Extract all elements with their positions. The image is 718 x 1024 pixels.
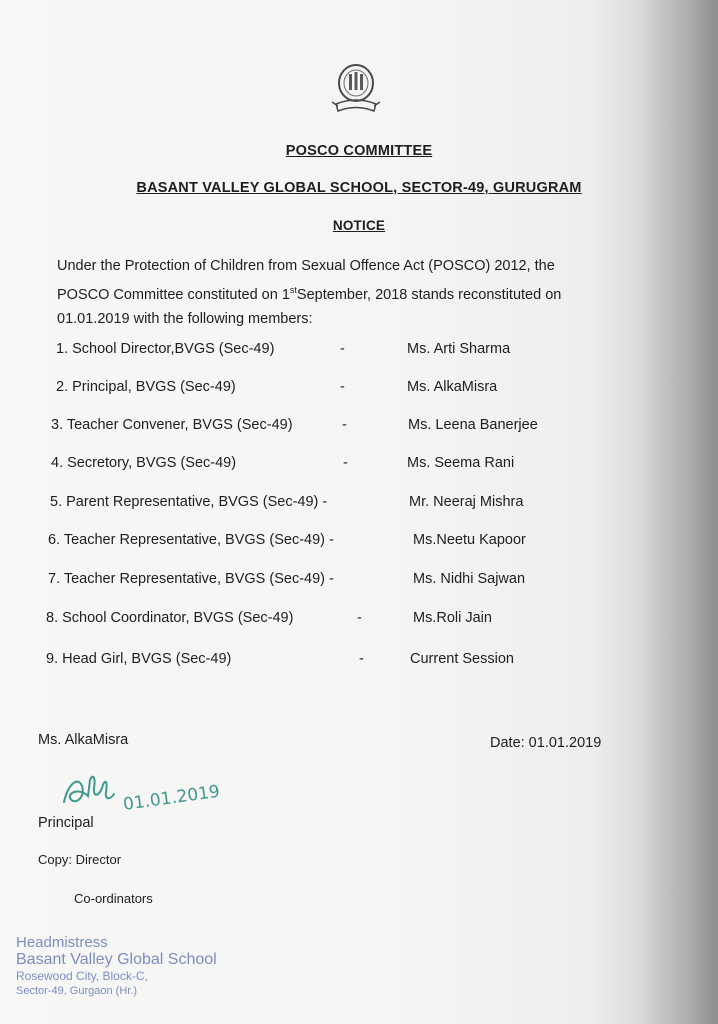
- official-stamp: [16, 934, 217, 998]
- member-role: 6. Teacher Representative, BVGS (Sec-49) -: [48, 532, 334, 548]
- intro-line-3: 01.01.2019 with the following members:: [57, 310, 313, 327]
- stamp-line-2: Basant Valley Global School: [16, 951, 217, 968]
- member-row: [0, 651, 718, 671]
- intro-paragraph: [57, 254, 657, 331]
- member-role: 9. Head Girl, BVGS (Sec-49): [46, 651, 232, 667]
- member-role: 8. School Coordinator, BVGS (Sec-49): [46, 610, 294, 626]
- member-dash: -: [340, 341, 345, 357]
- signatory-name: Ms. AlkaMisra: [38, 732, 129, 748]
- member-row: [0, 379, 718, 399]
- member-row: [0, 610, 718, 630]
- handwritten-date: 01.01.2019: [121, 781, 222, 815]
- committee-title: POSCO COMMITTEE: [285, 143, 433, 159]
- member-role: 3. Teacher Convener, BVGS (Sec-49): [51, 417, 293, 433]
- school-title: BASANT VALLEY GLOBAL SCHOOL, SECTOR-49, GURUGRAM: [136, 180, 582, 196]
- stamp-line-1: Headmistress: [16, 934, 108, 951]
- member-dash: -: [343, 455, 348, 471]
- member-name: Mr. Neeraj Mishra: [409, 494, 524, 510]
- member-dash: -: [359, 651, 364, 667]
- stamp-line-4: Sector-49, Gurgaon (Hr.): [16, 985, 138, 997]
- intro-line-2: [57, 278, 657, 307]
- member-dash: -: [342, 417, 347, 433]
- member-dash: -: [357, 610, 362, 626]
- intro-line-2-start: POSCO Committee constituted on 1: [57, 286, 290, 303]
- notice-date: Date: 01.01.2019: [490, 735, 602, 751]
- school-crest-icon: [322, 60, 390, 120]
- member-role: 4. Secretory, BVGS (Sec-49): [51, 455, 237, 471]
- member-name: Current Session: [410, 651, 514, 667]
- member-name: Ms. AlkaMisra: [407, 379, 498, 395]
- notice-title: NOTICE: [332, 218, 386, 233]
- member-name: Ms. Arti Sharma: [407, 341, 511, 357]
- member-name: Ms.Neetu Kapoor: [413, 532, 526, 548]
- copy-to-coordinators: Co-ordinators: [74, 891, 153, 906]
- member-dash: -: [340, 379, 345, 395]
- signatory-designation: Principal: [38, 815, 94, 831]
- member-row: [0, 341, 718, 361]
- member-row: [0, 417, 718, 437]
- intro-line-2-end: September, 2018 stands reconstituted on: [296, 286, 562, 303]
- intro-line-1: Under the Protection of Children from Sexual Offence Act (POSCO) 2012, the: [57, 258, 555, 274]
- member-name: Ms. Nidhi Sajwan: [413, 571, 526, 587]
- member-name: Ms. Seema Rani: [407, 455, 515, 471]
- member-name: Ms.Roli Jain: [413, 610, 492, 626]
- stamp-line-3: Rosewood City, Block-C,: [16, 969, 148, 983]
- member-row: [0, 571, 718, 591]
- member-role: 2. Principal, BVGS (Sec-49): [56, 379, 236, 395]
- member-name: Ms. Leena Banerjee: [408, 417, 538, 433]
- member-row: [0, 494, 718, 514]
- member-row: [0, 455, 718, 475]
- member-role: 1. School Director,BVGS (Sec-49): [56, 341, 275, 357]
- copy-to-director: Copy: Director: [38, 852, 122, 867]
- intro-line-2-sup: st: [289, 285, 297, 295]
- member-role: 7. Teacher Representative, BVGS (Sec-49) -: [48, 571, 334, 587]
- member-row: [0, 532, 718, 552]
- member-role: 5. Parent Representative, BVGS (Sec-49) -: [50, 494, 328, 510]
